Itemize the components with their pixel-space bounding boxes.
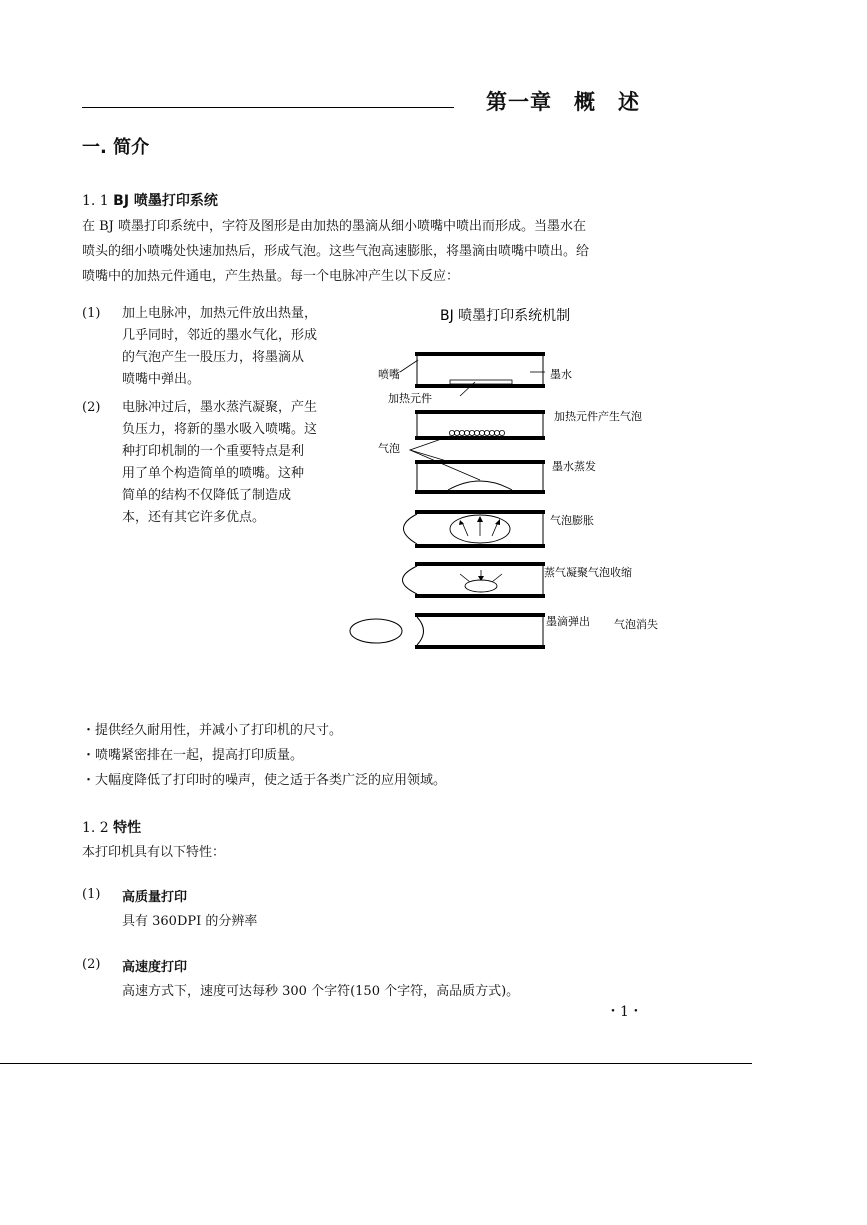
- paragraph-line: 喷嘴中的加热元件通电，产生热量。每一个电脉冲产生以下反应：: [82, 269, 460, 284]
- item-line: 的气泡产生一股压力，将墨滴从: [122, 350, 305, 365]
- feature-2-title: 高速度打印: [122, 960, 188, 975]
- chapter-title: 第一章 概 述: [486, 90, 640, 114]
- footer-rule: [0, 1063, 752, 1064]
- item-line: 简单的结构不仅降低了制造成: [122, 488, 292, 503]
- label-vapor-condenses: 蒸气凝聚气泡收缩: [544, 566, 632, 579]
- list-item: ・提供经久耐用性，并减小了打印机的尺寸。: [82, 723, 343, 738]
- section-title: 一. 简介: [82, 137, 150, 158]
- feature-2-desc: 高速方式下，速度可达每秒 300 个字符(150 个字符，高品质方式)。: [122, 984, 520, 999]
- item-line: 负压力，将新的墨水吸入喷嘴。这: [122, 422, 318, 437]
- feature-1-desc: 具有 360DPI 的分辨率: [122, 914, 258, 929]
- feature-1-title: 高质量打印: [122, 890, 188, 905]
- label-nozzle: 喷嘴: [378, 368, 400, 381]
- stage-1-nozzle: [400, 352, 545, 396]
- paragraph-line: 在 BJ 喷墨打印系统中，字符及图形是由加热的墨滴从细小喷嘴中喷出而形成。当墨水在: [82, 219, 587, 234]
- item-line: 用了单个构造简单的喷嘴。这种: [122, 466, 305, 481]
- item-line: 几乎同时，邻近的墨水气化，形成: [122, 328, 318, 343]
- intro-paragraph: [82, 214, 682, 289]
- paragraph-line: 喷头的细小喷嘴处快速加热后，形成气泡。这些气泡高速膨胀，将墨滴由喷嘴中喷出。给: [82, 244, 590, 259]
- label-ink-vaporizes: 墨水蒸发: [552, 460, 596, 473]
- label-droplet-ejected: 墨滴弹出: [546, 615, 590, 628]
- subsection-2-title: 特性: [113, 820, 142, 836]
- feature-1-number: (1): [82, 887, 101, 902]
- item-1-number: (1): [82, 306, 101, 321]
- label-bubble-vanishes: 气泡消失: [614, 618, 658, 631]
- page-number: ・1・: [606, 1004, 643, 1020]
- advantages-list: [82, 718, 446, 793]
- diagram-title: BJ 喷墨打印系统机制: [440, 308, 571, 324]
- stage-6-droplet-ejected: [350, 613, 545, 649]
- item-2-number: (2): [82, 400, 101, 415]
- list-item: ・大幅度降低了打印时的噪声，使之适于各类广泛的应用领域。: [82, 773, 447, 788]
- item-line: 加上电脉冲，加热元件放出热量，: [122, 306, 318, 321]
- label-heater: 加热元件: [388, 392, 432, 405]
- item-line: 电脉冲过后，墨水蒸汽凝聚，产生: [122, 400, 318, 415]
- subsection-2-number: 1. 2: [82, 820, 114, 836]
- item-2-text: [122, 397, 354, 529]
- stage-4-bubble-expands: [404, 510, 546, 548]
- list-item: ・喷嘴紧密排在一起，提高打印质量。: [82, 748, 304, 763]
- stage-3-ink-vaporizes: [410, 436, 545, 494]
- stage-2-bubble-forms: [415, 410, 545, 440]
- stage-5-vapor-condenses: [403, 562, 546, 598]
- item-1-text: [122, 303, 354, 391]
- label-ink: 墨水: [550, 368, 572, 381]
- item-line: 喷嘴中弹出。: [122, 372, 201, 387]
- subsection-1-number: 1. 1: [82, 193, 114, 209]
- inkjet-mechanism-diagram: [340, 300, 680, 660]
- item-line: 种打印机制的一个重要特点是利: [122, 444, 305, 459]
- header-rule: [82, 107, 454, 108]
- label-bubble-expands: 气泡膨胀: [550, 514, 594, 527]
- feature-2-number: (2): [82, 957, 101, 972]
- subsection-1-title: BJ 喷墨打印系统: [113, 193, 218, 209]
- subsection-2-intro: 本打印机具有以下特性：: [82, 845, 226, 860]
- subsection-1-heading: [82, 190, 218, 210]
- label-bubble-forms: 加热元件产生气泡: [554, 410, 642, 423]
- item-line: 本，还有其它许多优点。: [122, 510, 266, 525]
- label-bubble: 气泡: [378, 442, 400, 455]
- subsection-2-heading: [82, 817, 141, 837]
